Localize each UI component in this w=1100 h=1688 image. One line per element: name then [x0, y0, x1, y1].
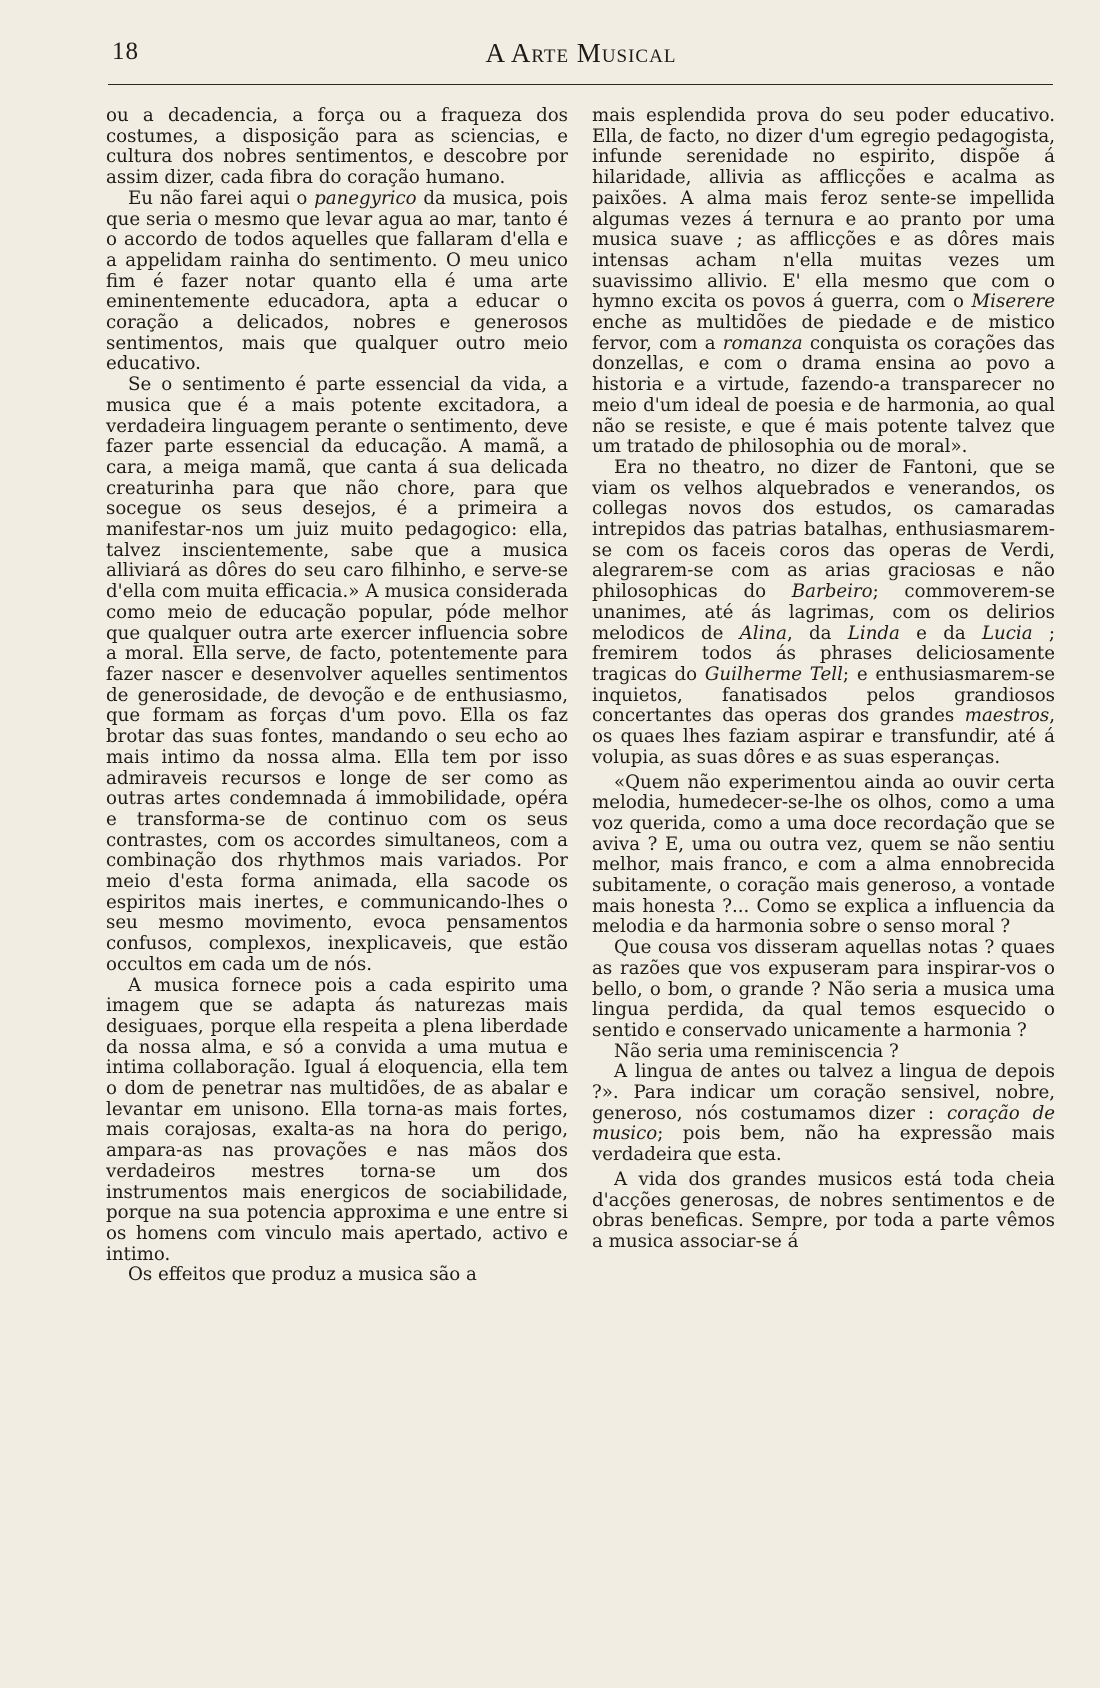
paragraph: Se o sentimento é parte essencial da vida, a musica que é a mais potente excitadora, a verdadeira linguagem perante o sentimento, deve fazer parte essencial da educação. A mamã, a cara, a meiga mamã, que canta á sua delicada creaturinha para que não chore, para que socegue os seus desejos, é a primeira a manifestar-nos um juiz muito pedagogico: ella, talvez inscientemente, sabe que a musica alliviará as dôres do seu caro filhinho, e serve-se d'ella com muita efficacia.» A musica considerada como meio de educação popular, póde melhor que qualquer outra arte exercer influencia sobre a moral. Ella serve, de facto, potentemente para fazer nascer e desenvolver aquelles sentimentos de generosidade, de devoção e de enthusiasmo, que formam as forças d'um povo. Ella os faz brotar das suas fontes, mandando o seu echo ao mais intimo da nossa alma. Ella tem por isso admiraveis recursos e longe de ser como as outras artes condemnada á immobilidade, opéra e transforma-se de continuo com os seus contrastes, com os accordes simultaneos, com a combinação dos rhythmos mais variados. Por meio d'esta forma animada, ella sacode os espiritos mais inertes, e communicando-lhes o seu mesmo movimento, evoca pensamentos confusos, complexos, inexplicaveis, que estão occultos em cada um de nós. — [106, 374, 568, 975]
paragraph: mais esplendida prova do seu poder educativo. Ella, de facto, no dizer d'um egregio pedagogista, infunde serenidade no espirito, dispõe á hilaridade, allivia as afflicções e acalma as paixões. A alma mais feroz sente-se impellida algumas vezes á ternura e ao pranto por uma musica suave ; as afflicções e as dôres mais intensas acham n'ella muitas vezes um suavissimo allivio. E' ella mesmo que com o hymno excita os povos á guerra, com o Miserere enche as multidões de piedade e de mistico fervor, com a romanza conquista os corações das donzellas, e com o drama ensina ao povo a historia e a virtude, fazendo-a transparecer no meio d'um ideal de poesia e de harmonia, ao qual não se resiste, e que é mais potente talvez que um tratado de philosophia ou de moral». — [592, 105, 1055, 458]
paragraph: ou a decadencia, a força ou a fraqueza dos costumes, a disposição para as sciencias, e cultura dos nobres sentimentos, e descobre por assim dizer, cada fibra do coração humano. — [106, 105, 568, 189]
paragraph: Eu não farei aqui o panegyrico da musica, pois que seria o mesmo que levar agua ao mar, tanto é o accordo de todos aquelles que fallaram d'ella e a appelidam rainha do sentimento. O meu unico fim é fazer notar quanto ella é uma arte eminentemente educadora, apta a educar o coração a delicados, nobres e generosos sentimentos, mais que qualquer outro meio educativo. — [106, 187, 568, 375]
paragraph: Era no theatro, no dizer de Fantoni, que se viam os velhos alquebrados e venerandos, os collegas novos dos estudos, os camaradas intrepidos das patrias batalhas, enthusiasmarem-se com os faceis coros das operas de Verdi, alegrarem-se com as arias graciosas e não philosophicas do Barbeiro; commoverem-se unanimes, até ás lagrimas, com os delirios melodicos de Alina, da Linda e da Lucia ; fremirem todos ás phrases deliciosamente tragicas do Guilherme Tell; e enthusiasmarem-se inquietos, fanatisados pelos grandiosos concertantes das operas dos grandes maestros, os quaes lhes faziam aspirar e transfundir, até á volupia, as suas dôres e as suas esperanças. — [592, 456, 1056, 768]
header-rule — [108, 84, 1053, 85]
left-column — [106, 106, 568, 1286]
paragraph: Que cousa vos disseram aquellas notas ? quaes as razões que vos expuseram para inspirar-vos o bello, o bom, o grande ? Não seria a musica uma lingua perdida, da qual temos esquecido o sentido e conservado unicamente a harmonia ? — [592, 937, 1055, 1041]
paragraph: A musica fornece pois a cada espirito uma imagem que se adapta ás naturezas mais desiguaes, porque ella respeita a plena liberdade da nossa alma, e só a convida a uma mutua e intima collaboração. Igual á eloquencia, ella tem o dom de penetrar nas multidões, de as abalar e levantar em unisono. Ella torna-as mais fortes, mais corajosas, exalta-as na hora do perigo, ampara-as nas provações e nas mãos dos verdadeiros mestres torna-se um dos instrumentos mais energicos de sociabilidade, porque na sua potencia approxima e une entre si os homens com vinculo mais apertado, activo e intimo. — [106, 974, 568, 1265]
running-title: A Arte Musical — [485, 38, 677, 68]
page-header — [112, 38, 1050, 78]
paragraph: A lingua de antes ou talvez a lingua de depois ?». Para indicar um coração sensivel, nobre, generoso, nós costumamos dizer : coração de musico; pois bem, não ha expressão mais verdadeira que esta. — [592, 1061, 1055, 1166]
paragraph: «Quem não experimentou ainda ao ouvir certa melodia, humedecer-se-lhe os olhos, como a uma voz querida, como a uma doce recordação que se aviva ? E, uma ou outra vez, quem se não sentiu melhor, mais franco, e com a alma ennobrecida subitamente, o coração mais generoso, a vontade mais honesta ?... Como se explica a influencia da melodia e da harmonia sobre o senso moral ? — [592, 771, 1055, 938]
paragraph: Não seria uma reminiscencia ? — [614, 1040, 899, 1062]
right-column — [592, 106, 1055, 1253]
page-number: 18 — [112, 38, 139, 65]
paragraph: A vida dos grandes musicos está toda cheia d'acções generosas, de nobres sentimentos e de obras beneficas. Sempre, por toda a parte vêmos a musica associar-se á — [592, 1168, 1055, 1252]
paragraph: Os effeitos que produz a musica são a — [128, 1264, 477, 1286]
